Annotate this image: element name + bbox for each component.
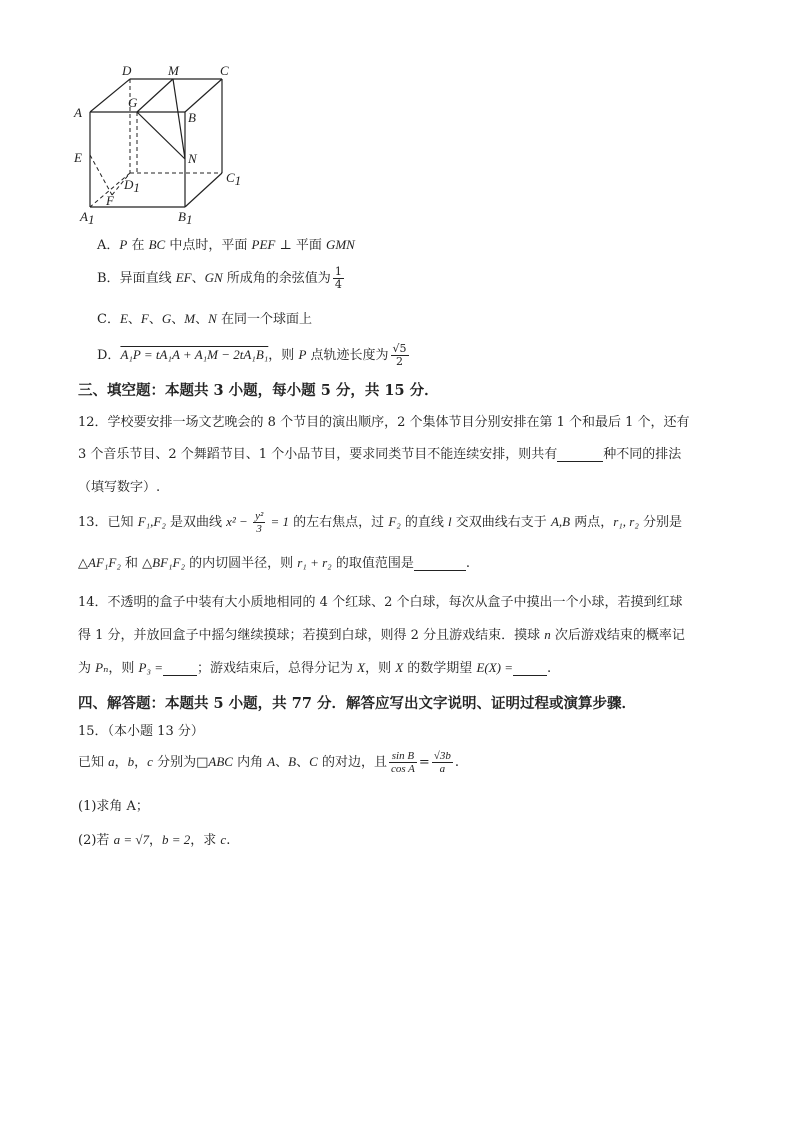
math: F <box>140 311 149 326</box>
fraction: $\frac{√3b}{a}$ <box>433 750 451 775</box>
math: F₁,F₂ <box>137 514 166 529</box>
math: x² − <box>226 514 252 529</box>
text: 的取值范围是 <box>331 556 414 571</box>
math: a <box>108 754 115 769</box>
text: 的左右焦点，过 <box>289 515 389 530</box>
label-B: B <box>188 110 196 125</box>
answer-blank[interactable] <box>414 558 466 571</box>
text: 为 <box>78 661 96 676</box>
text: 的数学期望 <box>403 661 477 676</box>
text: ， <box>148 833 162 848</box>
text: 在 <box>127 238 149 253</box>
q13-line2 <box>78 552 470 571</box>
q12-line1: 12．学校要安排一场文艺晚会的 8 个节目的演出顺序，2 个集体节目分别安排在第 1 个和最后 1 个，还有 <box>78 415 690 430</box>
math: GN <box>204 270 223 285</box>
section-3-title: 三、填空题：本题共 3 小题，每小题 5 分，共 15 分． <box>78 382 439 399</box>
math: = 1 <box>267 514 290 529</box>
text: ，求 <box>190 833 221 848</box>
text: 分别是 <box>638 515 683 530</box>
answer-blank[interactable] <box>557 449 603 462</box>
text: 、 <box>296 755 310 770</box>
math: G <box>161 311 172 326</box>
text: (2)若 <box>78 833 114 848</box>
q15-header: 15．（本小题 13 分） <box>78 724 204 739</box>
answer-blank[interactable] <box>513 663 547 676</box>
text: 所成角的余弦值为 <box>222 271 331 286</box>
label-D1: D1 <box>124 177 140 195</box>
q13-line1 <box>78 510 682 535</box>
q15-part2 <box>78 829 230 848</box>
math: X <box>357 660 366 675</box>
text: = <box>418 755 430 770</box>
label-C1: C1 <box>226 170 242 188</box>
label-A1: A1 <box>80 209 95 227</box>
text: 的对边，且 <box>317 755 387 770</box>
text: ，则 <box>365 661 396 676</box>
math: l <box>448 514 452 529</box>
math: b = 2 <box>162 832 191 847</box>
q15-part1: (1)求角 A； <box>78 799 149 814</box>
option-letter: C． <box>97 312 120 327</box>
text: . <box>454 755 459 770</box>
q12-line2 <box>78 443 681 462</box>
text: ；游戏结束后，总得分记为 <box>196 661 358 676</box>
fraction: $\frac{\text{y²}}{3}$ <box>255 510 264 535</box>
answer-blank[interactable] <box>163 663 197 676</box>
math: E <box>119 311 128 326</box>
text: 已知 <box>78 755 109 770</box>
text: . <box>465 556 470 571</box>
label-A: A <box>74 105 82 120</box>
text: 交双曲线右支于 <box>451 515 551 530</box>
q14-line3 <box>78 657 551 676</box>
text: ， <box>134 755 148 770</box>
math: Pₙ <box>95 660 109 675</box>
math: P <box>119 237 128 252</box>
q14-line2 <box>78 624 685 643</box>
option-d <box>97 343 411 368</box>
label-E: E <box>74 150 82 165</box>
label-F: F <box>106 193 114 208</box>
text: 3 个音乐节目、2 个舞蹈节目、1 个小品节目，要求同类节目不能连续安排，则共有 <box>78 447 558 462</box>
vector-expression: A₁P = tA₁A + A₁M − 2tA₁B₁ <box>120 347 269 362</box>
math: A <box>267 754 276 769</box>
math: b <box>127 754 135 769</box>
text: 点轨迹长度为 <box>306 348 389 363</box>
label-C: C <box>220 63 229 78</box>
label-M: M <box>168 63 179 78</box>
text: ，则 <box>108 661 139 676</box>
section-4-title: 四、解答题：本题共 5 小题，共 77 分．解答应写出文字说明、证明过程或演算步骤． <box>78 695 636 712</box>
option-letter: A． <box>97 238 120 253</box>
math: X <box>395 660 404 675</box>
option-a <box>97 234 355 253</box>
text: . <box>226 833 231 848</box>
math: C <box>309 754 318 769</box>
option-letter: D． <box>97 348 121 363</box>
option-c <box>97 308 312 327</box>
label-G: G <box>128 95 138 110</box>
text: 和 <box>120 556 143 571</box>
math: PEF <box>251 237 276 252</box>
math: c <box>220 832 227 847</box>
text: 、 <box>195 312 209 327</box>
math: M <box>184 311 196 326</box>
text: 得 1 分，并放回盒子中摇匀继续摸球；若摸到白球，则得 2 分且游戏结束．摸球 <box>78 628 545 643</box>
text: 13．已知 <box>78 515 138 530</box>
option-b <box>97 266 346 291</box>
text: 两点， <box>570 515 614 530</box>
text: 种不同的排法 <box>603 447 682 462</box>
label-N: N <box>188 151 197 166</box>
math: E(X) = <box>476 660 513 675</box>
math: ABC <box>208 754 233 769</box>
text: 次后游戏结束的概率记 <box>550 628 685 643</box>
math: r₁, r₂ <box>613 514 639 529</box>
math: a = √7 <box>113 832 149 847</box>
text: 的内切圆半径，则 <box>184 556 298 571</box>
text: 异面直线 <box>119 271 176 286</box>
math: c <box>147 754 153 769</box>
option-letter: B． <box>97 271 120 286</box>
text: 、 <box>127 312 141 327</box>
text: 在同一个球面上 <box>216 312 312 327</box>
text: 的直线 <box>400 515 449 530</box>
math: GMN <box>325 237 355 252</box>
math: n <box>544 627 551 642</box>
math: A,B <box>550 514 571 529</box>
cube-figure <box>60 55 260 230</box>
math: r₁ + r₂ <box>297 555 332 570</box>
math: △BF₁F₂ <box>142 555 185 570</box>
math: B <box>288 754 297 769</box>
text: ，则 <box>268 348 299 363</box>
q12-line3: （填写数字）. <box>78 480 161 495</box>
text: 、 <box>275 755 289 770</box>
text: 、 <box>171 312 185 327</box>
q15-given <box>78 750 459 775</box>
text: 是双曲线 <box>165 515 227 530</box>
text: ⊥ 平面 <box>275 238 326 253</box>
text: 、 <box>191 271 205 286</box>
text: 分别为□ <box>152 755 209 770</box>
fraction: $\frac{\text{sin B}}{\text{cos A}}$ <box>390 750 415 775</box>
q14-line1: 14．不透明的盒子中装有大小质地相同的 4 个红球、2 个白球，每次从盒子中摸出一个小球，若摸到红球 <box>78 595 683 610</box>
text: 中点时，平面 <box>165 238 252 253</box>
text: ， <box>114 755 128 770</box>
math: P₃ = <box>138 660 163 675</box>
label-B1: B1 <box>178 209 193 227</box>
text: 内角 <box>232 755 268 770</box>
math: EF <box>175 270 192 285</box>
math: △AF₁F₂ <box>78 555 121 570</box>
math: BC <box>148 237 166 252</box>
text: 、 <box>148 312 162 327</box>
fraction: $\frac{1}{4}$ <box>334 265 342 291</box>
math: N <box>208 311 217 326</box>
label-D: D <box>122 63 132 78</box>
math: P <box>298 347 307 362</box>
text: . <box>547 661 552 676</box>
math: F₂ <box>388 514 401 529</box>
fraction: $\frac{√5}{2}$ <box>392 342 407 368</box>
